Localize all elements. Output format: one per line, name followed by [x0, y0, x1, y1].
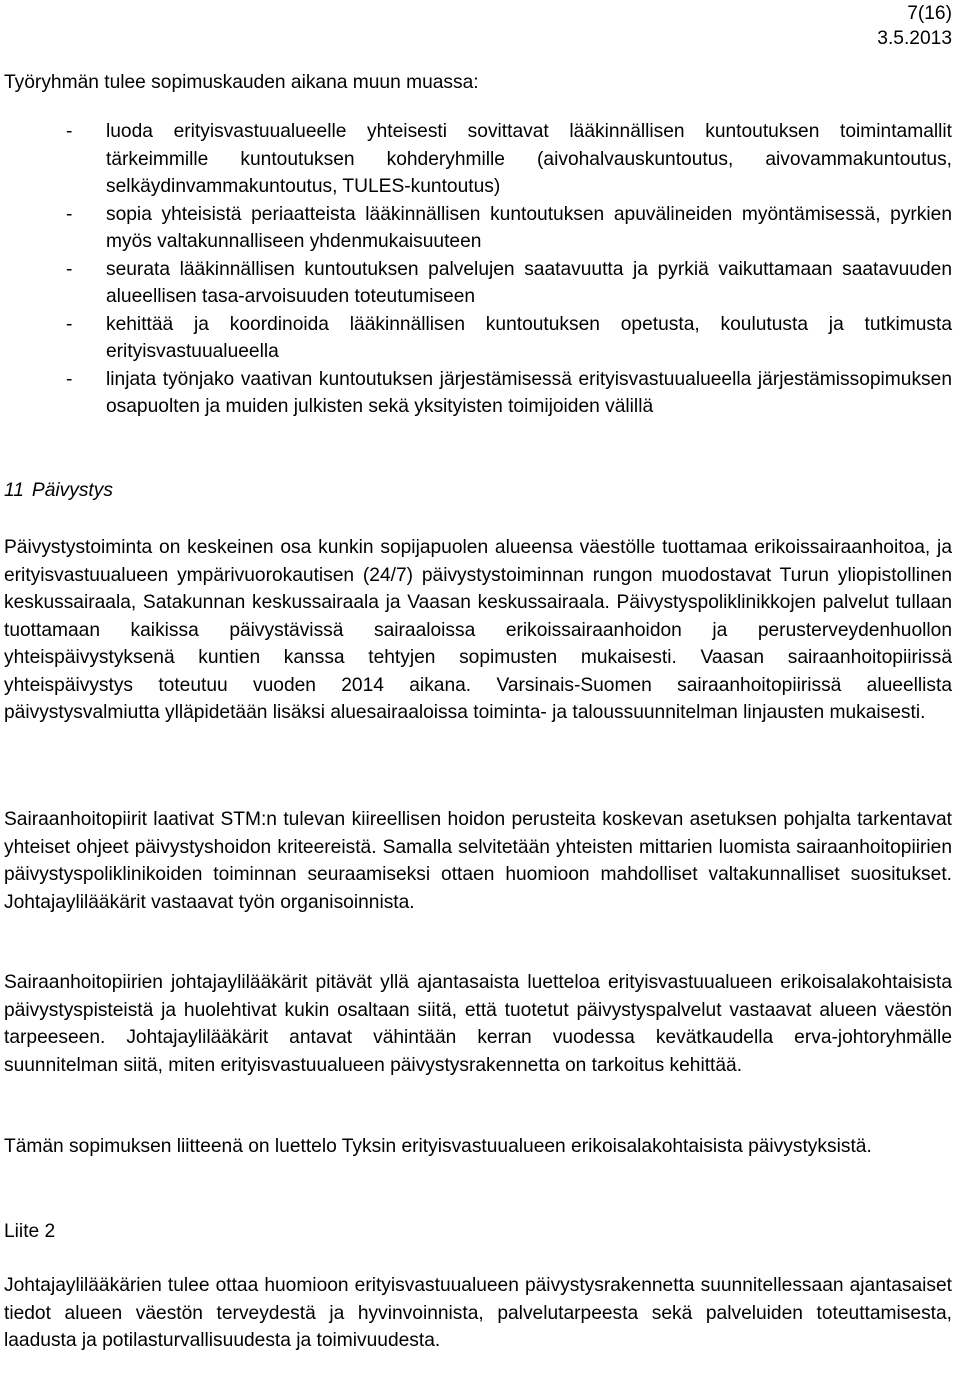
task-list	[66, 118, 952, 421]
list-item: - sopia yhteisistä periaatteista lääkinnällisen kuntoutuksen apuvälineiden myöntämisessä, pyrkien myös valtakunnalliseen yhdenmukaisuuteen	[66, 203, 952, 252]
list-item: - kehittää ja koordinoida lääkinnällisen kuntoutuksen opetusta, koulutusta ja tutkimusta erityisvastuualueella	[66, 313, 952, 362]
intro-text: Työryhmän tulee sopimuskauden aikana muun muassa:	[4, 72, 479, 93]
list-item-text: luoda erityisvastuualueelle yhteisesti sovittavat lääkinnällisen kuntoutuksen toimintamallit tärkeimmille kuntoutuksen kohderyhmille (aivohalvauskuntoutus, aivovammakuntoutus, selkäydinvammakuntoutus, TULES-kuntoutus)	[106, 121, 952, 197]
paragraph: Päivystystoiminta on keskeinen osa kunkin sopijapuolen alueensa väestölle tuottamaa erikoissairaanhoitoa, ja erityisvastuualueen ympärivuorokautisen (24/7) päivystystoiminnan rungon muodostavat Turun yliopistollinen keskussairaala, Satakunnan keskussairaala ja Vaasan keskussairaala. Päivystyspoliklinikkojen palvelut tullaan tuottamaan kaikissa päivystävissä sairaaloissa erikoissairaanhoidon ja perusterveydenhuollon yhteispäivystyksenä kuntien kanssa tehtyjen sopimusten mukaisesti. Vaasan sairaanhoitopiirissä yhteispäivystys toteutuu vuoden 2014 aikana. Varsinais-Suomen sairaanhoitopiirissä alueellista päivystysvalmiutta ylläpidetään lisäksi aluesairaaloissa toiminta- ja taloussuunnitelman linjausten mukaisesti.	[4, 537, 952, 723]
page-number: 7(16)	[907, 3, 952, 24]
paragraph: Sairaanhoitopiirit laativat STM:n tulevan kiireellisen hoidon perusteita koskevan asetuksen pohjalta tarkentavat yhteiset ohjeet päivystyshoidon kriteereistä. Samalla selvitetään yhteisten mittarien luomista sairaanhoitopiirien päivystyspoliklinikoiden toiminnan seuraamiseksi ottaen huomioon mahdolliset valtakunnalliset suositukset. Johtajaylilääkärit vastaavat työn organisoinnista.	[4, 809, 952, 913]
closing-paragraph: Johtajaylilääkärien tulee ottaa huomioon erityisvastuualueen päivystysrakennetta suunnitellessaan ajantasaiset tiedot alueen väestön terveydestä ja hyvinvoinnista, palvelutarpeesta sekä palveluiden toteuttamisesta, laadusta ja potilasturvallisuudesta ja toimivuudesta.	[4, 1275, 952, 1351]
section-title: Päivystys	[31, 480, 113, 501]
list-item: - seurata lääkinnällisen kuntoutuksen palvelujen saatavuutta ja pyrkiä vaikuttamaan saatavuuden alueellisen tasa-arvoisuuden toteutumiseen	[66, 258, 952, 307]
paragraph: Sairaanhoitopiirien johtajaylilääkärit pitävät yllä ajantasaista luetteloa erityisvastuualueen erikoisalakohtaisista päivystyspisteistä ja huolehtivat kukin osaltaan siitä, että tuotetut päivystyspalvelut vastaavat alueen väestön tarpeeseen. Johtajaylilääkärit antavat vähintään kerran vuodessa kevätkaudella erva-johtoryhmälle suunnitelman siitä, miten erityisvastuualueen päivystysrakennetta on tarkoitus kehittää.	[4, 972, 952, 1076]
list-item-text: kehittää ja koordinoida lääkinnällisen kuntoutuksen opetusta, koulutusta ja tutkimusta erityisvastuualueella	[106, 313, 952, 362]
section-number: 11	[4, 480, 24, 501]
paragraph: Tämän sopimuksen liitteenä on luettelo Tyksin erityisvastuualueen erikoisalakohtaisista päivystyksistä.	[4, 1136, 872, 1157]
list-item-text: sopia yhteisistä periaatteista lääkinnällisen kuntoutuksen apuvälineiden myöntämisessä, pyrkien myös valtakunnalliseen yhdenmukaisuuteen	[106, 203, 952, 252]
appendix-label: Liite 2	[4, 1221, 56, 1242]
list-item-text: seurata lääkinnällisen kuntoutuksen palvelujen saatavuutta ja pyrkiä vaikuttamaan saatavuuden alueellisen tasa-arvoisuuden toteutumiseen	[106, 258, 952, 307]
list-item: - linjata työnjako vaativan kuntoutuksen järjestämisessä erityisvastuualueella järjestämissopimuksen osapuolten ja muiden julkisten sekä yksityisten toimijoiden välillä	[66, 368, 952, 417]
document-date: 3.5.2013	[877, 28, 952, 49]
section-heading	[4, 477, 113, 505]
list-item: - luoda erityisvastuualueelle yhteisesti sovittavat lääkinnällisen kuntoutuksen toimintamallit tärkeimmille kuntoutuksen kohderyhmille (aivohalvauskuntoutus, aivovammakuntoutus, selkäydinvammakuntoutus, TULES-kuntoutus)	[66, 121, 952, 197]
list-item-text: linjata työnjako vaativan kuntoutuksen järjestämisessä erityisvastuualueella järjestämissopimuksen osapuolten ja muiden julkisten sekä yksityisten toimijoiden välillä	[106, 368, 952, 417]
